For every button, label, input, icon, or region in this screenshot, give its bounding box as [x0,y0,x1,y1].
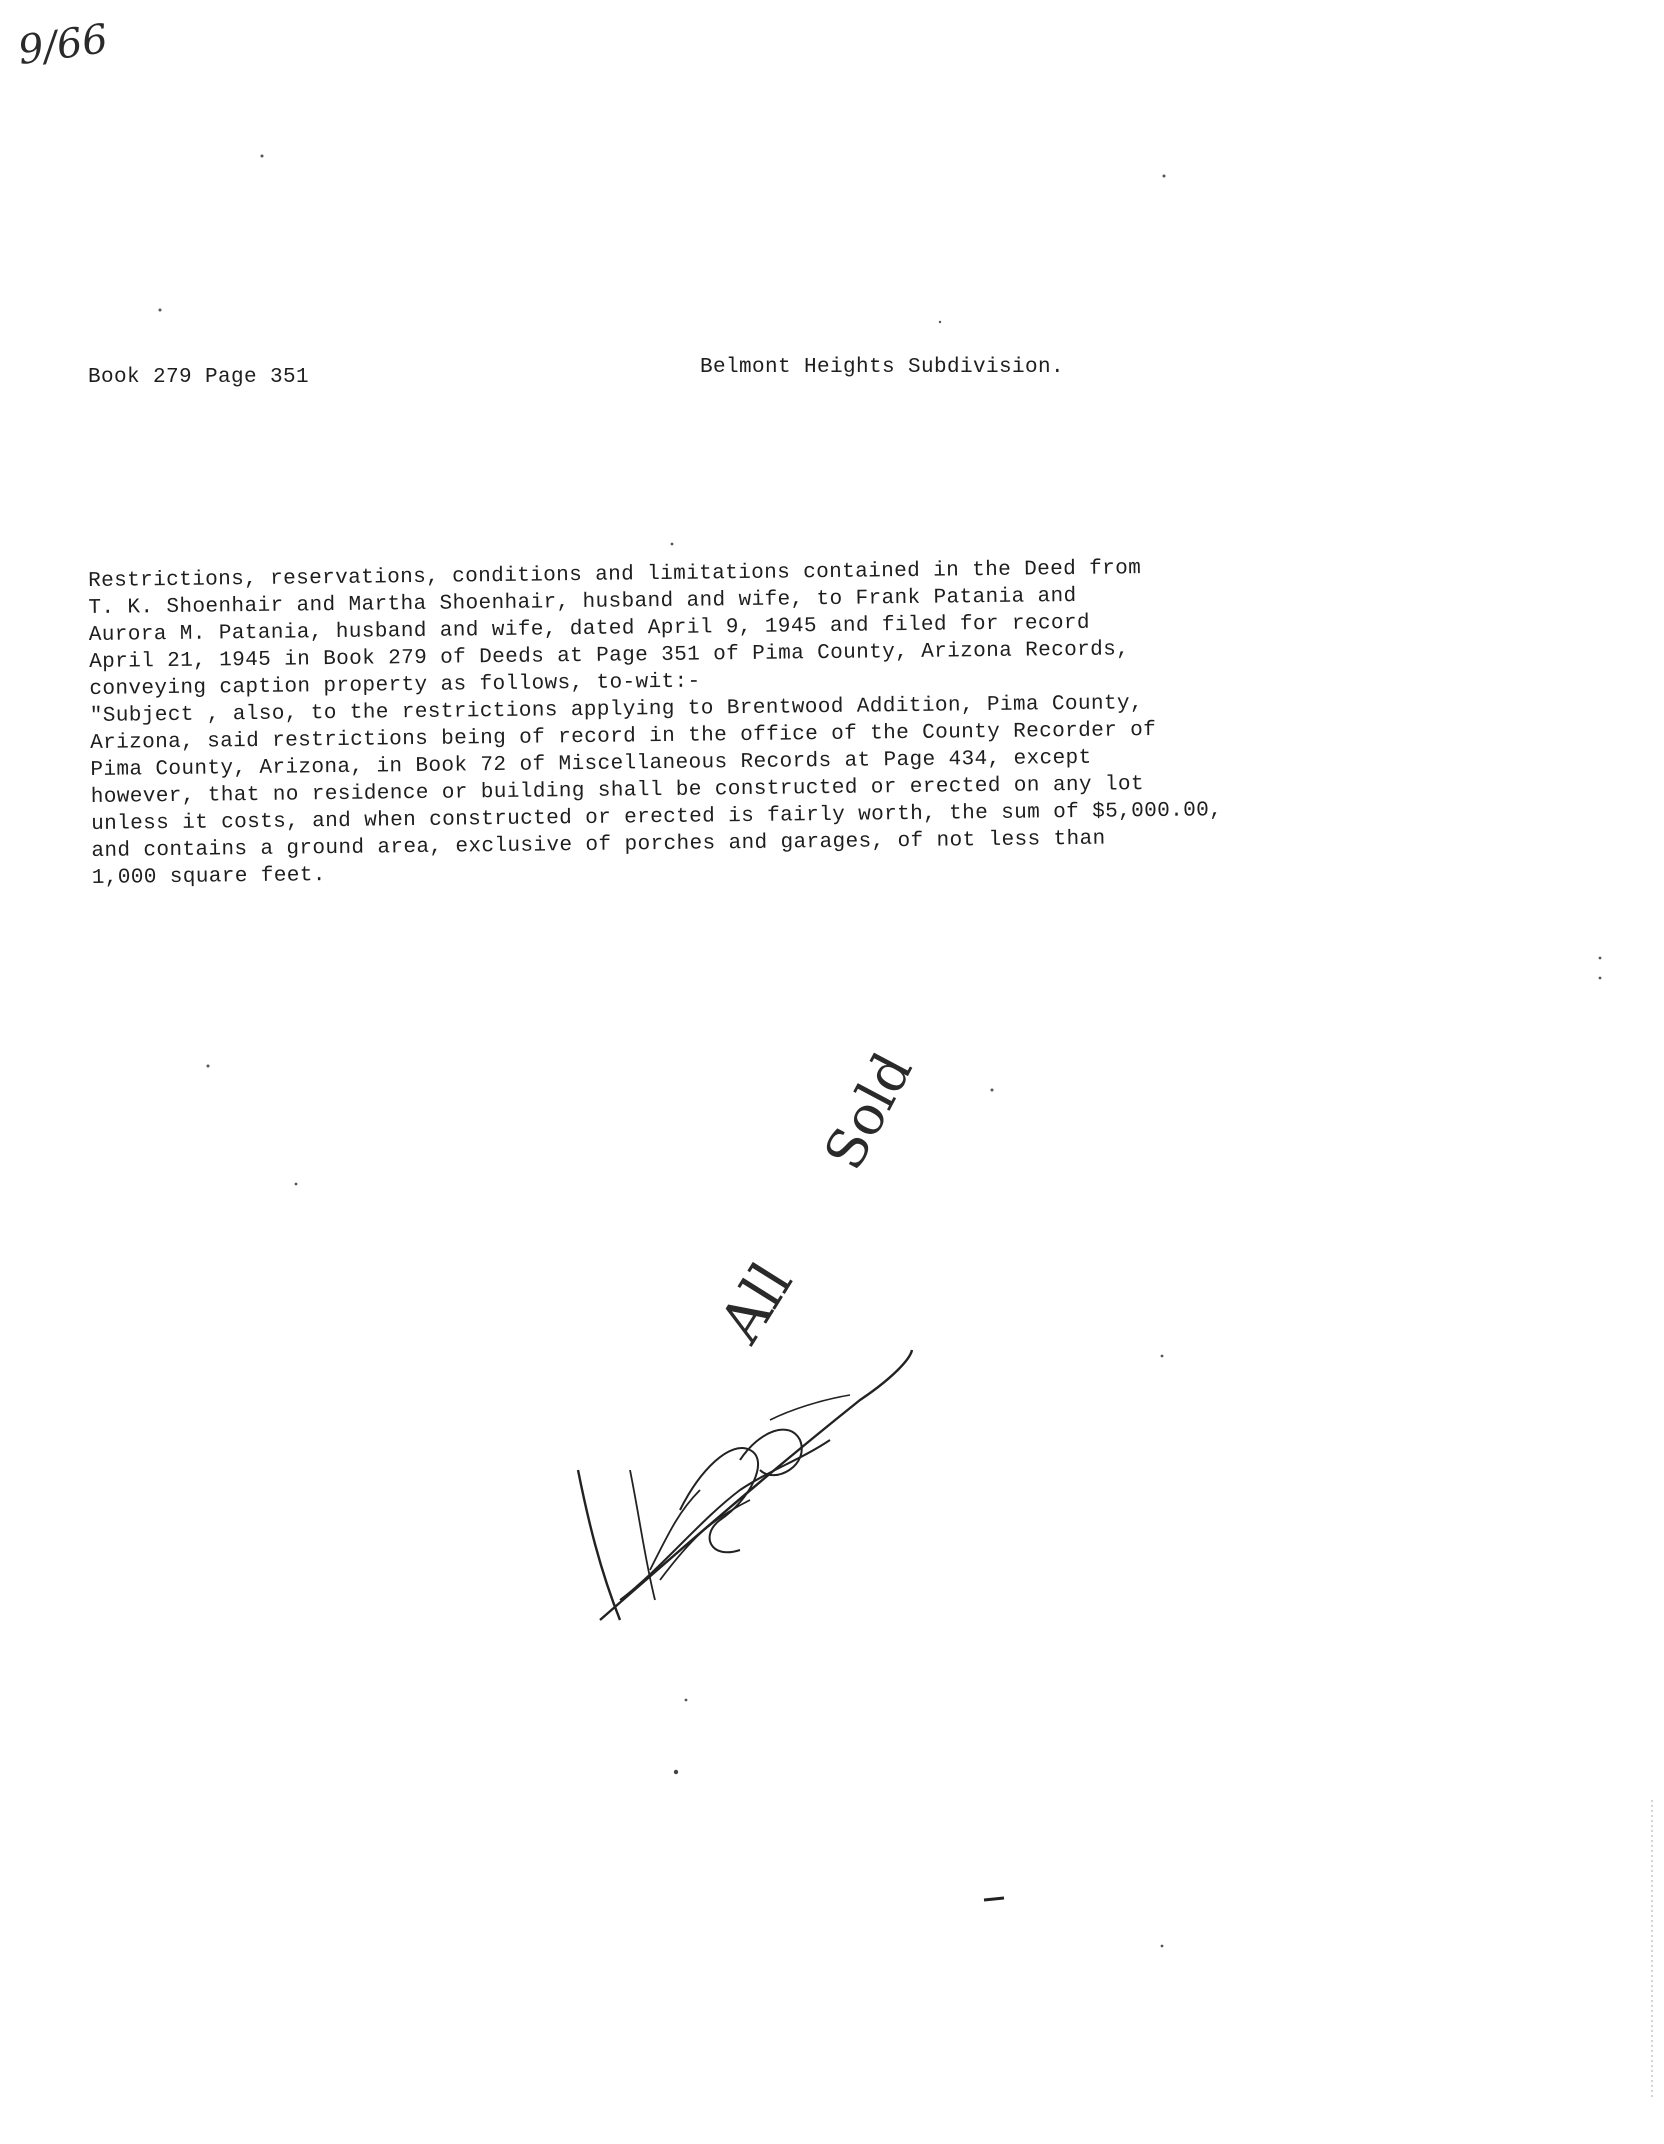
body-line: and contains a ground area, exclusive of porches and garages, of not less than [91,827,1106,863]
body-line: "Subject , also, to the restrictions applying to Brentwood Addition, Pima County, [89,692,1144,728]
body-line: Restrictions, reservations, conditions and limitations contained in the Deed from [88,557,1142,593]
handwritten-all-note: All [706,1251,806,1355]
body-line: conveying caption property as follows, to-wit:- [89,670,701,701]
signature-scribble [560,1320,920,1640]
body-line: April 21, 1945 in Book 279 of Deeds at Page 351 of Pima County, Arizona Records, [89,638,1130,674]
body-line: 1,000 square feet. [91,864,326,890]
subdivision-title: Belmont Heights Subdivision. [700,356,1065,379]
body-line: unless it costs, and when constructed or erected is fairly worth, the sum of $5,000.00, [90,799,1223,836]
body-line: Pima County, Arizona, in Book 72 of Miscellaneous Records at Page 434, except [90,746,1092,782]
body-line: Arizona, said restrictions being of record in the office of the County Recorder of [90,718,1157,755]
restrictions-paragraph [88,554,1272,892]
body-line: Aurora M. Patania, husband and wife, dated April 9, 1945 and filed for record [88,611,1091,647]
body-line: T. K. Shoenhair and Martha Shoenhair, husband and wife, to Frank Patania and [88,584,1077,620]
handwritten-page-note: 9/66 [15,15,111,75]
handwritten-sold-note: Sold [812,1042,925,1180]
body-line: however, that no residence or building shall be constructed or erected on any lot [90,773,1145,809]
book-page-reference: Book 279 Page 351 [88,366,310,389]
